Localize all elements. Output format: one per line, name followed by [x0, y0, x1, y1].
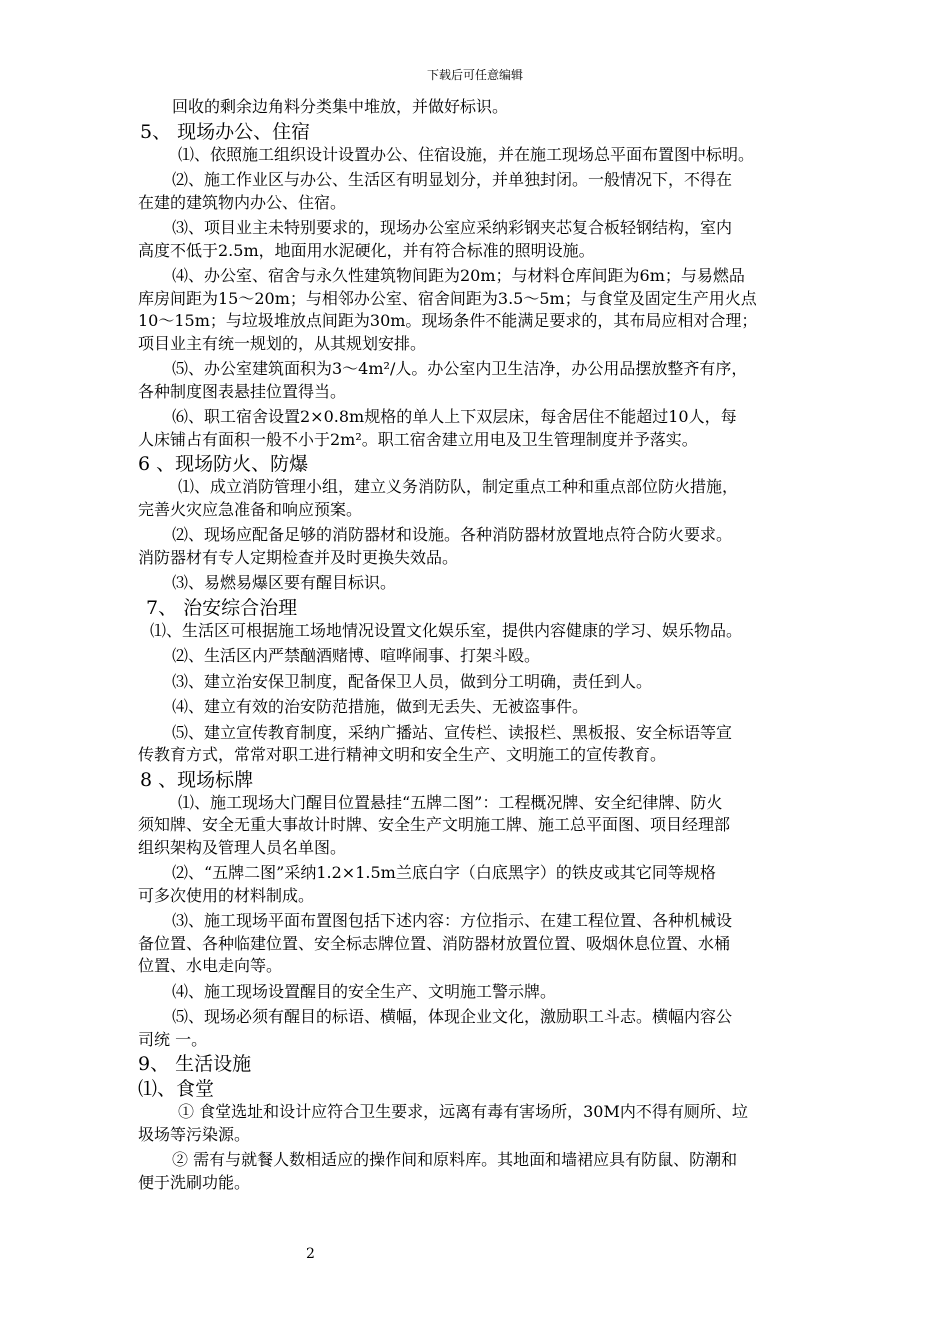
text-line: ⑴、依照施工组织设计设置办公、住宿设施，并在施工现场总平面布置图中标明。 — [178, 144, 755, 164]
text-line: ⑶、易燃易爆区要有醒目标识。 — [172, 573, 397, 592]
text-line: ⑶、施工现场平面布置图包括下述内容：方位指示、在建工程位置、各种机械设 — [172, 911, 733, 930]
text-line: ⑴、施工现场大门醒目位置悬挂“五牌二图”：工程概况牌、安全纪律牌、防火 — [178, 792, 723, 812]
text-line: 高度不低于2.5m，地面用水泥硬化，并有符合标准的照明设施。 — [138, 240, 595, 260]
text-line: 圾场等污染源。 — [138, 1124, 251, 1144]
section-heading: 6 、现场防火、防爆 — [138, 453, 309, 475]
text-line: ⑵、施工作业区与办公、生活区有明显划分，并单独封闭。一般情况下，不得在 — [172, 170, 733, 189]
text-line: 完善火灾应急准备和响应预案。 — [138, 499, 363, 519]
text-line: 可多次使用的材料制成。 — [138, 885, 315, 905]
text-line: ⑸、建立宣传教育制度，采纳广播站、宣传栏、读报栏、黑板报、安全标语等宣 — [172, 722, 733, 742]
text-line: ⑵、现场应配备足够的消防器材和设施。各种消防器材放置地点符合防火要求。 — [172, 525, 733, 544]
text-line: 人床铺占有面积一般不小于2m²。职工宿舍建立用电及卫生管理制度并予落实。 — [138, 429, 698, 449]
text-line: 库房间距为15～20m；与相邻办公室、宿舍间距为3.5～5m；与食堂及固定生产用火点 — [138, 288, 757, 308]
text-line: 各种制度图表悬挂位置得当。 — [138, 381, 347, 401]
text-line: 备位置、各种临建位置、安全标志牌位置、消防器材放置位置、吸烟休息位置、水桶 — [138, 933, 731, 953]
text-line: 司统 一。 — [138, 1029, 208, 1049]
document-body — [138, 96, 858, 1194]
page-number: 2 — [306, 1246, 315, 1262]
text-line: 在建的建筑物内办公、住宿。 — [138, 192, 347, 212]
text-line: 位置、水电走向等。 — [138, 956, 283, 975]
text-line: ⑷、办公室、宿舍与永久性建筑物间距为20m；与材料仓库间距为6m；与易燃品 — [172, 266, 745, 285]
text-line: ⑷、施工现场设置醒目的安全生产、文明施工警示牌。 — [172, 981, 557, 1001]
text-line: 传教育方式，常常对职工进行精神文明和安全生产、文明施工的宣传教育。 — [138, 745, 667, 764]
text-line: 便于洗刷功能。 — [138, 1172, 251, 1192]
section-heading: 9、 生活设施 — [138, 1053, 252, 1075]
text-line: ⑴、生活区可根据施工场地情况设置文化娱乐室，提供内容健康的学习、娱乐物品。 — [150, 620, 743, 640]
text-line: 10～15m；与垃圾堆放点间距为30m。现场条件不能满足要求的，其布局应相对合理； — [138, 311, 758, 330]
text-line: ⑸、现场必须有醒目的标语、横幅，体现企业文化，激励职工斗志。横幅内容公 — [172, 1007, 733, 1026]
page-header: 下载后可任意编辑 — [426, 68, 523, 82]
text-line: 项目业主有统一规划的，从其规划安排。 — [138, 333, 427, 353]
text-line: ⑶、建立治安保卫制度，配备保卫人员，做到分工明确，责任到人。 — [172, 671, 653, 691]
text-line: ⑵、生活区内严禁酗酒赌博、喧哗闹事、打架斗殴。 — [172, 646, 541, 665]
text-line: ⑹、职工宿舍设置2×0.8m规格的单人上下双层床，每舍居住不能超过10人，每 — [172, 407, 737, 426]
text-line: 须知牌、安全无重大事故计时牌、安全生产文明施工牌、施工总平面图、项目经理部 — [138, 815, 731, 834]
text-line: ⑴、成立消防管理小组，建立义务消防队，制定重点工种和重点部位防火措施， — [178, 477, 739, 496]
section-heading: 5、 现场办公、住宿 — [140, 120, 311, 143]
text-line: 组织架构及管理人员名单图。 — [138, 837, 347, 857]
text-line: ① 食堂选址和设计应符合卫生要求，远离有毒有害场所，30M内不得有厕所、垃 — [178, 1102, 748, 1121]
text-line: 消防器材有专人定期检查并及时更换失效品。 — [138, 547, 459, 567]
text-line: 回收的剩余边角料分类集中堆放，并做好标识。 — [172, 97, 509, 116]
text-line: ⑵、“五牌二图”采纳1.2×1.5m兰底白字（白底黑字）的铁皮或其它同等规格 — [172, 863, 716, 882]
text-line: ② 需有与就餐人数相适应的操作间和原料库。其地面和墙裙应具有防鼠、防潮和 — [172, 1150, 738, 1169]
text-line: ⑸、办公室建筑面积为3～4m²/人。办公室内卫生洁净，办公用品摆放整齐有序， — [172, 359, 748, 378]
section-heading: 7、 治安综合治理 — [146, 596, 298, 619]
section-heading: ⑴、食堂 — [138, 1078, 215, 1100]
text-line: ⑷、建立有效的治安防范措施，做到无丢失、无被盗事件。 — [172, 697, 589, 716]
text-line: ⑶、项目业主未特别要求的，现场办公室应采纳彩钢夹芯复合板轻钢结构，室内 — [172, 218, 733, 237]
section-heading: 8 、现场标牌 — [140, 768, 254, 791]
